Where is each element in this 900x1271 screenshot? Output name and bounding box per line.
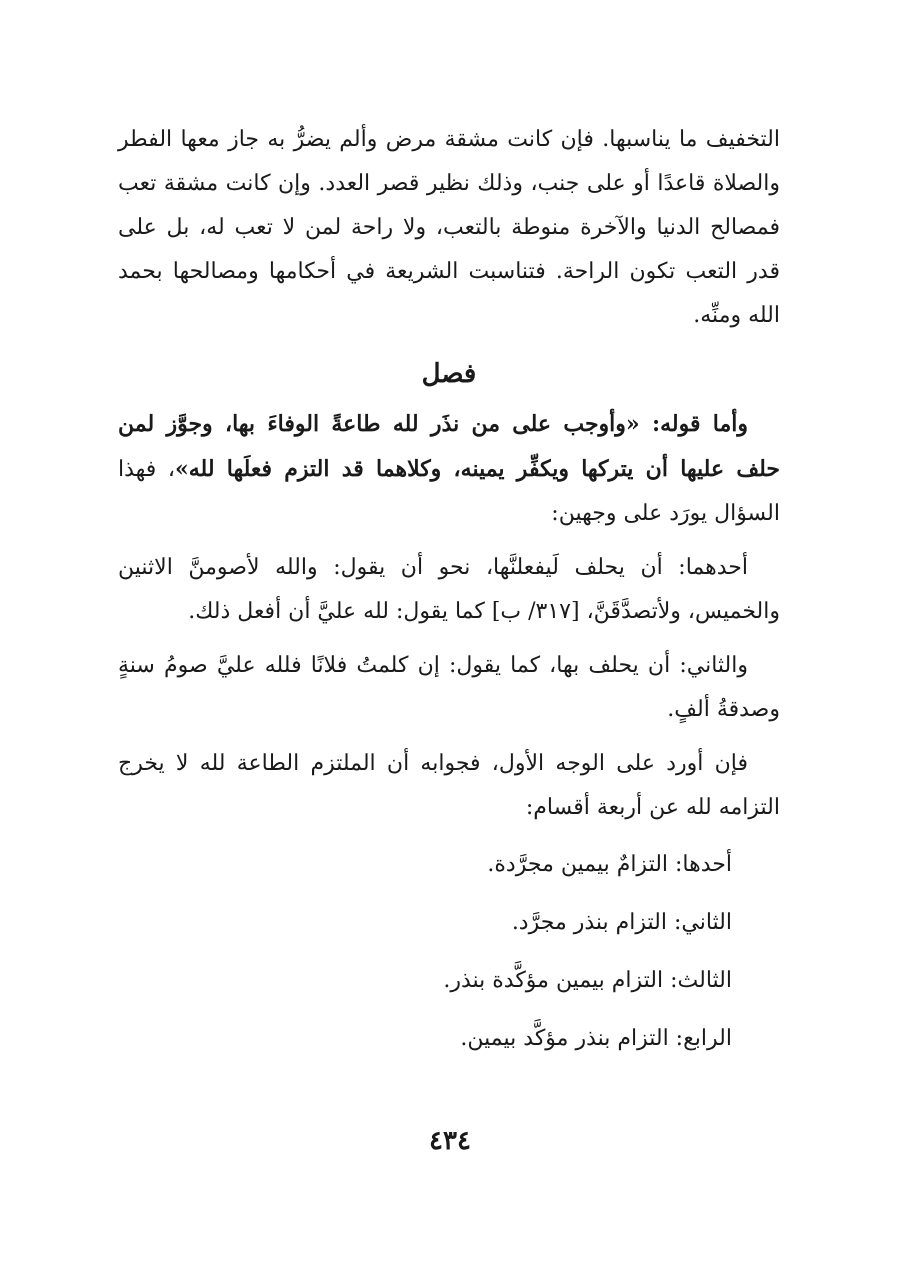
paragraph-2-lead: وأما قوله:: [639, 411, 748, 437]
division-list: [118, 836, 780, 1068]
paragraph-3: أحدهما: أن يحلف لَيفعلنَّها، نحو أن يقول: والله لأصومنَّ الاثنين والخميس، ولأتصدَّقَنَّ، [٣١٧/ ب] كما يقول: لله عليَّ أن أفعل ذلك.: [118, 555, 780, 624]
section-title: فصل: [421, 359, 477, 389]
paragraph-2: [118, 402, 780, 536]
paragraph-2-quote: «وأوجب على من نذَر لله طاعةً الوفاءَ بها، وجوَّز لمن حلف عليها أن يتركها ويكفِّر يمينه، وكلاهما قد التزم فعلَها لله»: [118, 411, 780, 482]
page-body: [118, 118, 780, 1068]
paragraph-2-rest: ، فهذا السؤال يورَد على وجهين:: [118, 457, 780, 526]
list-item: أحدها: التزامٌ بيمين مجرَّدة.: [487, 852, 732, 877]
list-item: الثالث: التزام بيمين مؤكَّدة بنذر.: [443, 968, 732, 993]
list-item: الرابع: التزام بنذر مؤكَّد بيمين.: [460, 1026, 732, 1051]
list-item: الثاني: التزام بنذر مجرَّد.: [511, 910, 732, 935]
paragraph-5: فإن أورد على الوجه الأول، فجوابه أن الملتزم الطاعة لله لا يخرج التزامه لله عن أربعة أقسام:: [118, 751, 780, 820]
paragraph-1: التخفيف ما يناسبها. فإن كانت مشقة مرض وألم يضرُّ به جاز معها الفطر والصلاة قاعدًا أو على جنب، وذلك نظير قصر العدد. وإن كانت مشقة تعب فمصالح الدنيا والآخرة منوطة بالتعب، ولا راحة لمن لا تعب له، بل على قدر التعب تكون الراحة. فتناسبت الشريعة في أحكامها ومصالحها بحمد الله ومنِّه.: [118, 127, 780, 328]
page-number: ٤٣٤: [429, 1126, 471, 1156]
paragraph-4: والثاني: أن يحلف بها، كما يقول: إن كلمتُ فلانًا فلله عليَّ صومُ سنةٍ وصدقةُ ألفٍ.: [118, 653, 780, 722]
